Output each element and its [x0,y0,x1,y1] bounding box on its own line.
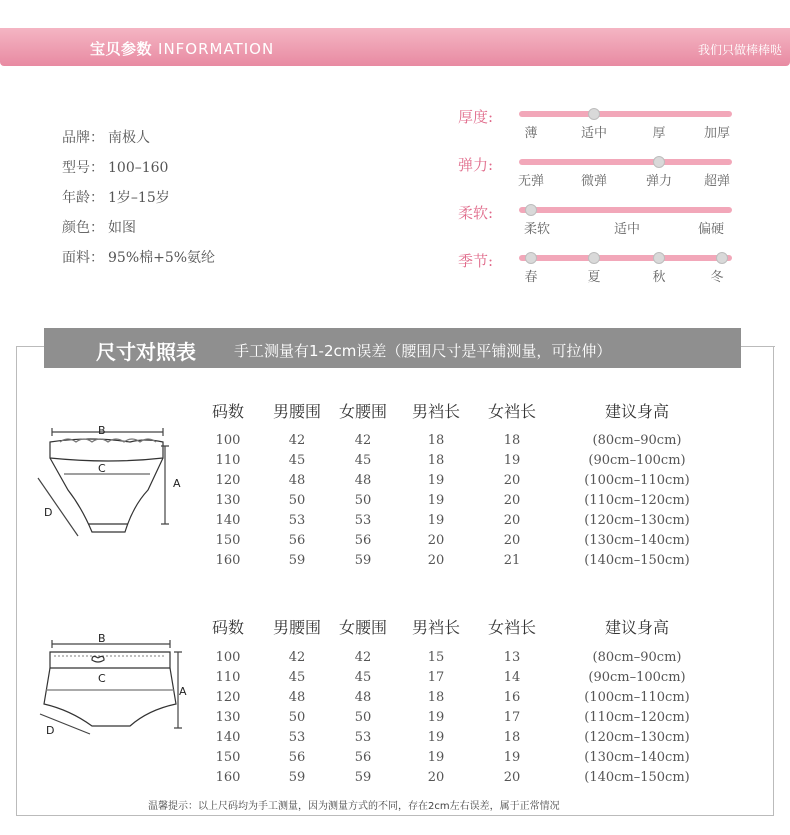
product-info-row [62,187,170,207]
table-header-cell: 建议身高 [604,402,670,421]
table-header-cell: 码数 [211,402,245,421]
table-header-cell: 女腰围 [338,402,388,421]
table-cell: 59 [354,553,372,568]
table-cell: 100 [215,650,241,665]
scale-option: 适中 [580,126,608,141]
briefs-label-d: D [44,506,53,519]
table-cell: 160 [215,553,241,568]
table-cell: 42 [354,650,372,665]
product-info-label: 颜色： [62,220,104,236]
table-cell: 53 [288,513,306,528]
scale-option: 秋 [652,270,666,285]
table-cell: 20 [503,770,521,785]
table-cell: 59 [288,770,306,785]
table-cell: 50 [354,493,372,508]
table-cell: 56 [288,533,306,548]
table-cell: 18 [503,433,521,448]
boxer-label-d: D [46,724,55,737]
boxer-waistband [50,652,170,668]
table-cell: 19 [427,473,445,488]
table-cell: 19 [427,730,445,745]
table-cell: 19 [503,750,521,765]
boxer-label-b: B [98,632,106,645]
briefs-diagram [30,420,200,550]
table-header-cell: 女裆长 [487,618,537,637]
table-cell: 56 [354,533,372,548]
scale-option: 厚 [652,126,666,141]
boxer-diagram [30,630,200,750]
briefs-label-a: A [173,477,181,490]
scale-label: 季节: [458,252,494,270]
table-header-cell: 男腰围 [272,402,322,421]
table-cell: 48 [288,473,306,488]
header-title-cn: 宝贝参数 [90,40,153,58]
table-cell: 20 [503,473,521,488]
table-cell: (80cm–90cm) [592,433,682,448]
table-cell: 59 [288,553,306,568]
table-cell: 150 [215,750,241,765]
product-info-value: 1岁–15岁 [108,190,170,206]
table-cell: 160 [215,770,241,785]
table-cell: 56 [288,750,306,765]
table-header-cell: 男裆长 [411,402,461,421]
scale-option: 微弹 [580,174,608,189]
table-cell: 42 [288,650,306,665]
table-cell: 19 [427,513,445,528]
scale-marker [653,156,665,168]
table-cell: 45 [288,453,306,468]
table-cell: 21 [503,553,521,568]
scale-track [519,111,732,117]
briefs-waistband [50,439,163,461]
table-header-cell: 女裆长 [487,402,537,421]
table-header-cell: 码数 [211,618,245,637]
scale-marker [525,252,537,264]
table-cell: 18 [503,730,521,745]
table-cell: 110 [215,453,241,468]
boxer-body [44,668,176,726]
table-header-cell: 建议身高 [604,618,670,637]
scale-marker [653,252,665,264]
table-cell: 18 [427,433,445,448]
table-cell: 20 [503,513,521,528]
table-header-cell: 男裆长 [411,618,461,637]
product-info-value: 95%棉+5%氨纶 [108,250,216,266]
product-info-label: 年龄： [62,190,104,206]
table-cell: 140 [215,730,241,745]
table-cell: 48 [354,473,372,488]
product-info-label: 型号： [62,160,104,176]
table-cell: (120cm–130cm) [584,730,690,745]
table-cell: 19 [503,453,521,468]
table-cell: (110cm–120cm) [584,493,690,508]
table-cell: 48 [354,690,372,705]
table-header-cell: 女腰围 [338,618,388,637]
scale-track [519,207,732,213]
table-cell: 20 [427,770,445,785]
size-chart-title: 尺寸对照表 [96,340,196,364]
table-cell: 130 [215,710,241,725]
table-cell: 53 [354,730,372,745]
size-chart-footnote: 温馨提示：以上尺码均为手工测量，因为测量方式的不同，存在2cm左右误差，属于正常情况 [148,801,560,812]
product-info-row [62,127,150,147]
table-cell: 53 [288,730,306,745]
scale-option: 超弹 [703,174,731,189]
table-cell: 50 [354,710,372,725]
table-cell: 15 [427,650,445,665]
table-cell: 16 [503,690,521,705]
table-cell: 59 [354,770,372,785]
table-cell: (130cm–140cm) [584,750,690,765]
table-cell: 120 [215,473,241,488]
table-cell: (120cm–130cm) [584,513,690,528]
header-slogan: 我们只做棒棒哒 [697,43,782,57]
table-cell: 45 [354,670,372,685]
table-cell: 18 [427,453,445,468]
product-info-row [62,157,168,177]
table-cell: (80cm–90cm) [592,650,682,665]
product-info-value: 100–160 [108,160,169,176]
table-cell: 150 [215,533,241,548]
table-cell: 100 [215,433,241,448]
table-cell: 120 [215,690,241,705]
table-cell: 50 [288,710,306,725]
table-cell: (90cm–100cm) [588,453,686,468]
scale-option: 弹力 [645,174,673,189]
scale-option: 薄 [524,126,538,141]
table-cell: 19 [427,750,445,765]
boxer-bow [92,656,104,662]
scale-track [519,159,732,165]
table-cell: 45 [288,670,306,685]
table-cell: 42 [288,433,306,448]
table-cell: (110cm–120cm) [584,710,690,725]
scale-option: 偏硬 [697,222,725,237]
table-cell: 20 [503,533,521,548]
product-info-value: 如图 [108,220,136,236]
table-cell: 130 [215,493,241,508]
table-cell: (100cm–110cm) [584,473,690,488]
product-info-label: 面料： [62,250,104,266]
scale-marker [716,252,728,264]
table-cell: 53 [354,513,372,528]
scale-track [519,255,732,261]
boxer-label-c: C [98,672,106,685]
table-cell: (130cm–140cm) [584,533,690,548]
scale-option: 夏 [587,270,601,285]
scale-option: 适中 [613,222,641,237]
table-cell: 50 [288,493,306,508]
table-cell: (90cm–100cm) [588,670,686,685]
table-cell: 19 [427,710,445,725]
boxer-label-a: A [179,685,187,698]
briefs-label-c: C [98,462,106,475]
header-title [90,38,274,59]
table-cell: 14 [503,670,521,685]
table-cell: 45 [354,453,372,468]
product-info-label: 品牌： [62,130,104,146]
table-cell: 56 [354,750,372,765]
product-info-row [62,247,215,267]
scale-option: 无弹 [517,174,545,189]
table-cell: (100cm–110cm) [584,690,690,705]
table-cell: 17 [503,710,521,725]
scale-option: 冬 [710,270,724,285]
table-cell: 20 [427,533,445,548]
product-info-value: 南极人 [108,130,150,146]
scale-marker [588,108,600,120]
scale-marker [588,252,600,264]
table-header-cell: 男腰围 [272,618,322,637]
header-title-en: INFORMATION [158,40,275,58]
table-cell: 48 [288,690,306,705]
table-cell: 20 [427,553,445,568]
scale-label: 厚度: [458,108,494,126]
table-cell: 13 [503,650,521,665]
table-cell: (140cm–150cm) [584,553,690,568]
table-cell: 110 [215,670,241,685]
table-cell: 19 [427,493,445,508]
table-cell: 140 [215,513,241,528]
scale-label: 弹力: [458,156,494,174]
table-cell: 42 [354,433,372,448]
table-cell: 17 [427,670,445,685]
briefs-label-b: B [98,424,106,437]
table-cell: (140cm–150cm) [584,770,690,785]
scale-label: 柔软: [458,204,494,222]
size-chart-subtitle: 手工测量有1-2cm误差（腰围尺寸是平铺测量，可拉伸） [234,342,612,360]
table-cell: 20 [503,493,521,508]
scale-option: 柔软 [523,222,551,237]
product-info-row [62,217,136,237]
scale-option: 加厚 [703,126,731,141]
scale-option: 春 [524,270,538,285]
scale-marker [525,204,537,216]
table-cell: 18 [427,690,445,705]
